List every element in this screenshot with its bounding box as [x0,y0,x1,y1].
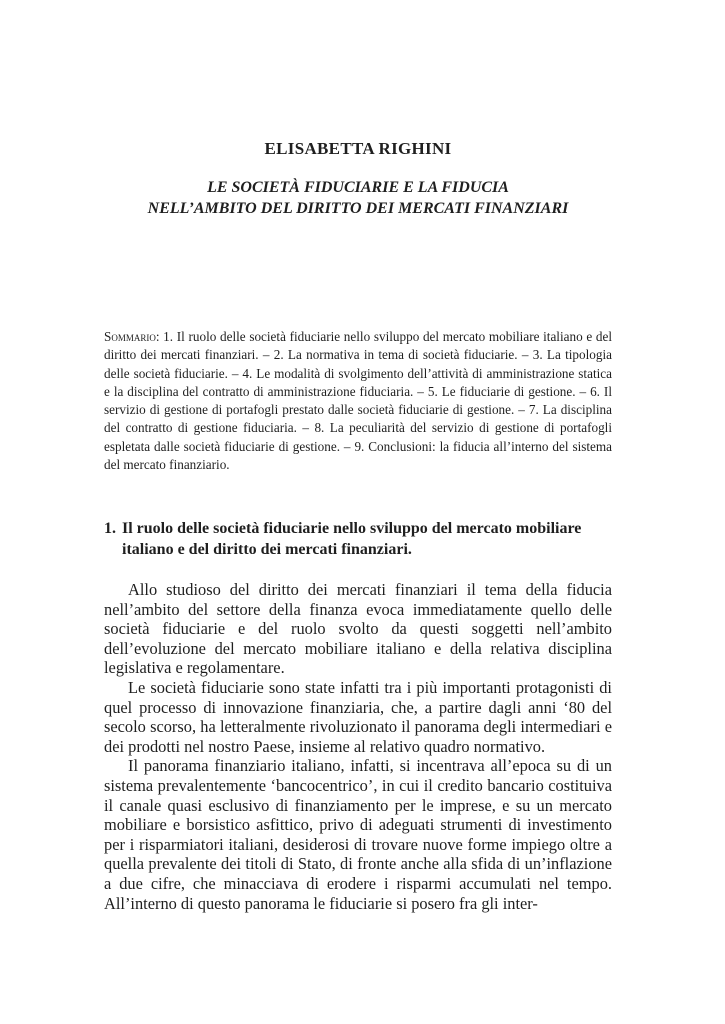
body-paragraph: Il panorama finanziario italiano, infatti, si incentrava all’epoca su di un sistema prevalentemente ‘bancocentrico’, in cui il credito bancario costituiva il canale quasi esclusivo di finanziamento per le imprese, e su un mercato mobiliare e borsistico asfittico, privo di adeguati strumenti di investimento per i risparmiatori italiani, desiderosi di trovare nuove forme impiego oltre a quella prevalente dei titoli di Stato, di fronte anche alla sfida di un’inflazione a due cifre, che minacciava di erodere i risparmi accumulati nel tempo. All’interno di questo panorama le fiduciarie si posero fra gli inter- [104,756,612,913]
summary-text: : 1. Il ruolo delle società fiduciarie nello sviluppo del mercato mobiliare italiano e del diritto dei mercati finanziari. – 2. La normativa in tema di società fiduciarie. – 3. La tipologia delle società fiduciarie. – 4. Le modalità di svolgimento dell’attività di amministrazione statica e la disciplina del contratto di amministrazione fiduciaria. – 5. Le fiduciarie di gestione. – 6. Il servizio di gestione di portafogli prestato dalle società fiduciarie di gestione. – 7. La disciplina del contratto di gestione fiduciaria. – 8. La peculiarità del servizio di gestione di portafogli espletata dalle società fiduciarie di gestione. – 9. Conclusioni: la fiducia all’interno del sistema del mercato finanziario. [104,329,612,473]
body-paragraph: Allo studioso del diritto dei mercati finanziari il tema della fiducia nell’ambito del settore della finanza evoca immediatamente quello delle società fiduciarie e del ruolo svolto da questi soggetti nell’ambito dell’evoluzione del mercato mobiliare italiano e della relativa disciplina legislativa e regolamentare. [104,580,612,678]
article-title [104,177,612,219]
article-title-line-1: LE SOCIETÀ FIDUCIARIE E LA FIDUCIA [207,179,509,196]
section-heading [104,518,612,560]
section-number: 1. [104,520,116,537]
article-title-line-2: NELL’AMBITO DEL DIRITTO DEI MERCATI FINANZIARI [147,200,569,217]
summary-block [104,328,612,474]
section-heading-text: Il ruolo delle società fiduciarie nello sviluppo del mercato mobiliare italiano e del diritto dei mercati finanziari. [122,520,582,558]
document-page [104,0,612,1024]
body-paragraph: Le società fiduciarie sono state infatti tra i più importanti protagonisti di quel processo di innovazione finanziaria, che, a partire dagli anni ‘80 del secolo scorso, ha letteralmente rivoluzionato il panorama degli intermediari e dei prodotti nel nostro Paese, insieme al relativo quadro normativo. [104,677,612,756]
author-name: ELISABETTA RIGHINI [264,139,452,158]
body-text [104,580,612,913]
summary-label: Sommario [104,329,156,344]
